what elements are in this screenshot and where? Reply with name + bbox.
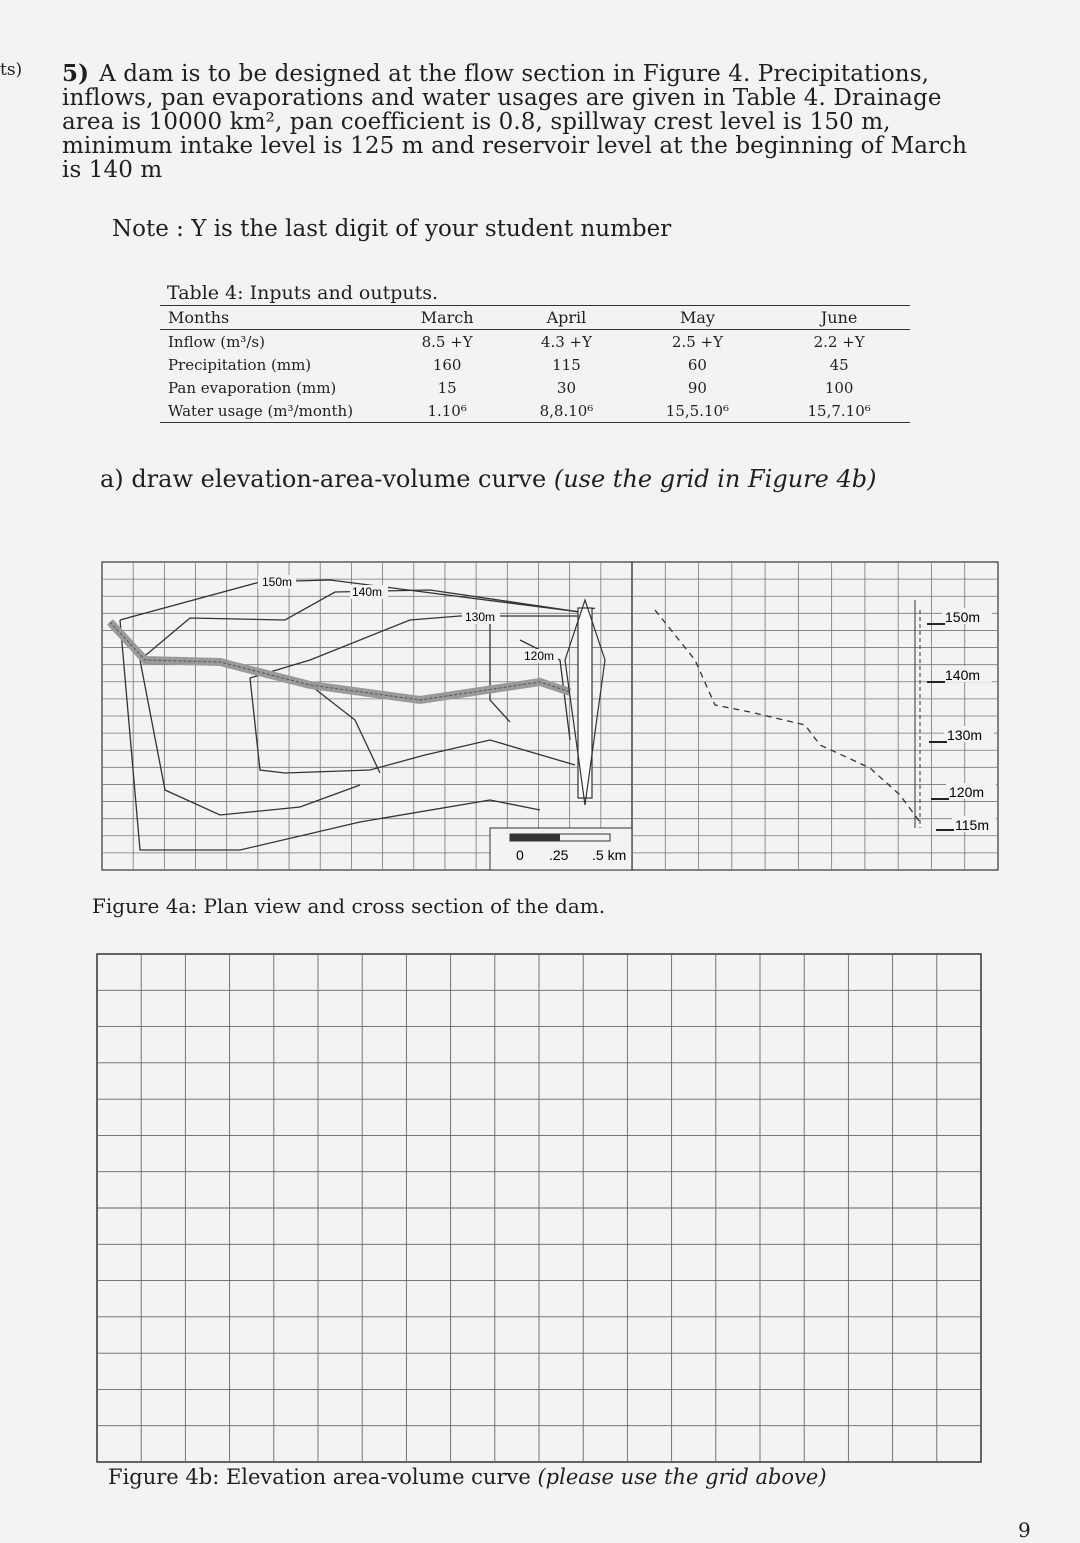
table-cell: 100 xyxy=(824,378,854,397)
scale-label-05km: .5 km xyxy=(592,847,627,863)
inputs-outputs-table xyxy=(160,305,910,423)
table-row xyxy=(160,376,910,399)
section-label-130m: 130m xyxy=(947,727,983,743)
table-cell: 160 xyxy=(432,355,462,374)
figure-4a-plan-and-section xyxy=(100,560,1000,872)
grid-lines xyxy=(97,954,981,1462)
table-cell: 2.5 +Y xyxy=(671,332,723,351)
figure-4b-caption xyxy=(108,1465,827,1489)
contour-label-130m: 130m xyxy=(465,610,496,624)
contour-140m xyxy=(140,590,580,660)
table-header-cell: March xyxy=(388,306,506,330)
part-a-question xyxy=(100,465,876,493)
table-cell: 30 xyxy=(556,378,576,397)
section-label-115m: 115m xyxy=(955,817,989,833)
plan-view xyxy=(102,562,632,870)
contour-lines xyxy=(120,580,595,850)
table-row xyxy=(160,330,910,354)
part-a-label: a) xyxy=(100,465,124,493)
figure-4b-blank-grid xyxy=(95,952,985,1464)
table-cell: Water usage (m³/month) xyxy=(160,399,388,423)
table-cell: 15 xyxy=(437,378,457,397)
part-a-text: draw elevation-area-volume curve xyxy=(131,465,547,493)
contour-label-150m: 150m xyxy=(262,575,293,589)
part-a-italic: (use the grid in Figure 4b) xyxy=(553,465,877,493)
table-cell: 90 xyxy=(687,378,707,397)
table-cell: Pan evaporation (mm) xyxy=(168,378,337,397)
page-number: 9 xyxy=(1018,1518,1031,1542)
table-header-row xyxy=(160,306,910,330)
table-cell: Inflow (m³/s) xyxy=(168,332,265,351)
figure-4a-caption: Figure 4a: Plan view and cross section of the dam. xyxy=(92,894,606,918)
table-cell: 8.5 +Y xyxy=(421,332,473,351)
table-cell: 45 xyxy=(829,355,849,374)
table-caption: Table 4: Inputs and outputs. xyxy=(167,282,439,304)
contour-150m-south xyxy=(120,620,540,850)
table-row xyxy=(160,399,910,423)
contour-130m xyxy=(250,616,580,678)
scale-bar-filled xyxy=(510,834,560,841)
figure-4b-caption-italic: (please use the grid above) xyxy=(537,1465,827,1489)
section-label-120m: 120m xyxy=(949,784,985,800)
table-cell: 60 xyxy=(687,355,707,374)
note: Note : Y is the last digit of your student number xyxy=(112,216,672,242)
question-body: A dam is to be designed at the flow section in Figure 4. Precipitations, inflows, pan evaporations and water usages are given in Table 4. Drainage area is 10000 km², pan coefficient is 0.8, spillway crest level is 150 m, minimum intake level is 125 m and reservoir level at the beginning of March is 140 m xyxy=(62,61,968,183)
cross-section xyxy=(632,562,998,870)
question-text xyxy=(62,62,992,182)
section-label-140m: 140m xyxy=(945,667,981,683)
question-number: 5) xyxy=(62,60,90,87)
scale-label-025: .25 xyxy=(549,847,569,863)
table-cell: 1.10⁶ xyxy=(388,399,506,423)
margin-mark: ts) xyxy=(0,60,23,80)
table-header-cell: June xyxy=(768,306,910,330)
table-row xyxy=(160,353,910,376)
scale-label-0: 0 xyxy=(516,847,524,863)
table-cell: 8,8.10⁶ xyxy=(506,399,626,423)
table-cell: 2.2 +Y xyxy=(813,332,865,351)
table-header-cell: Months xyxy=(160,306,388,330)
contour-label-120m: 120m xyxy=(524,649,555,663)
table-cell: 4.3 +Y xyxy=(540,332,592,351)
table-cell: Precipitation (mm) xyxy=(168,355,312,374)
section-label-150m: 150m xyxy=(945,609,981,625)
table-header-cell: April xyxy=(506,306,626,330)
contour-130m-south xyxy=(250,678,575,773)
table-header-cell: May xyxy=(627,306,769,330)
figure-4b-caption-text: Figure 4b: Elevation area-volume curve xyxy=(108,1465,531,1489)
contour-label-140m: 140m xyxy=(352,585,383,599)
table-cell: 115 xyxy=(552,355,581,374)
table-cell: 15,5.10⁶ xyxy=(627,399,769,423)
table-cell: 15,7.10⁶ xyxy=(768,399,910,423)
